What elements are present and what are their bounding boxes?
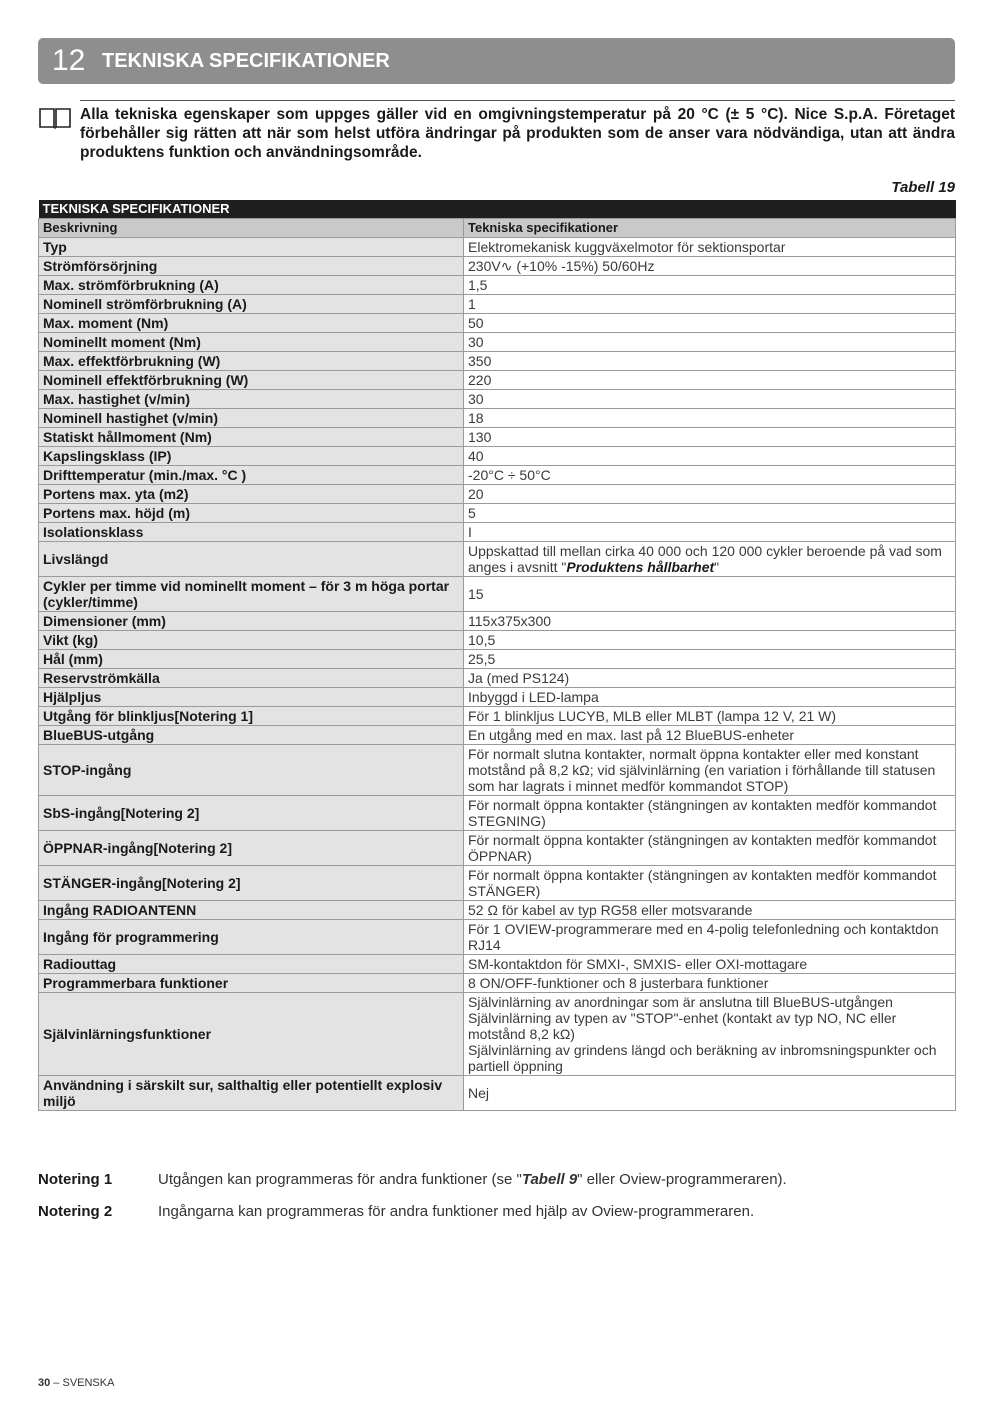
section-reference: Produktens hållbarhet <box>566 559 715 575</box>
spec-description: Max. hastighet (v/min) <box>39 390 464 409</box>
spec-description: Hjälpljus <box>39 688 464 707</box>
table-row <box>39 1076 956 1111</box>
spec-description: Typ <box>39 238 464 257</box>
spec-value: Uppskattad till mellan cirka 40 000 och 120 000 cykler beroende på vad som anges i avsnitt "Produktens hållbarhet" <box>464 542 956 577</box>
spec-description: Kapslingsklass (IP) <box>39 447 464 466</box>
notes <box>38 1170 955 1234</box>
table-row <box>39 276 956 295</box>
spec-description: Cykler per timme vid nominellt moment – för 3 m höga portar (cykler/timme) <box>39 577 464 612</box>
spec-value: Nej <box>464 1076 956 1111</box>
table-caption: Tabell 19 <box>891 179 955 196</box>
spec-description: Dimensioner (mm) <box>39 612 464 631</box>
spec-value: För 1 OVIEW-programmerare med en 4-polig telefonledning och kontaktdon RJ14 <box>464 920 956 955</box>
spec-value: 52 Ω för kabel av typ RG58 eller motsvarande <box>464 901 956 920</box>
spec-value: 5 <box>464 504 956 523</box>
table-row <box>39 447 956 466</box>
spec-value: För normalt öppna kontakter (stängningen av kontakten medför kommandot ÖPPNAR) <box>464 831 956 866</box>
spec-description: STÄNGER-ingång[Notering 2] <box>39 866 464 901</box>
table-row <box>39 707 956 726</box>
spec-description: Statiskt hållmoment (Nm) <box>39 428 464 447</box>
table-row <box>39 920 956 955</box>
spec-value: En utgång med en max. last på 12 BlueBUS-enheter <box>464 726 956 745</box>
spec-description: Utgång för blinkljus[Notering 1] <box>39 707 464 726</box>
spec-description: Hål (mm) <box>39 650 464 669</box>
table-row <box>39 333 956 352</box>
table-row <box>39 504 956 523</box>
table-row <box>39 352 956 371</box>
spec-value: För normalt slutna kontakter, normalt öppna kontakter eller med konstant motstånd på 8,2 kΩ; vid självinlärning (en variation i förhållande till statusen som har lagrats i minnet medför kommandot STOP) <box>464 745 956 796</box>
table-row <box>39 466 956 485</box>
spec-description: SbS-ingång[Notering 2] <box>39 796 464 831</box>
spec-value: SM-kontaktdon för SMXI-, SMXIS- eller OXI-mottagare <box>464 955 956 974</box>
table-row <box>39 650 956 669</box>
footer-language: – SVENSKA <box>50 1377 115 1389</box>
book-icon <box>38 106 72 130</box>
intro-notice <box>38 100 955 162</box>
section-header <box>38 38 955 84</box>
spec-description: Reservströmkälla <box>39 669 464 688</box>
spec-value: Självinlärning av anordningar som är anslutna till BlueBUS-utgången Självinlärning av typen av "STOP"-enhet (kontakt av typ NO, NC eller motstånd 8,2 kΩ) Självinlärning av grindens längd och beräkning av inbromsningspunkter och partiell öppning <box>464 993 956 1076</box>
note-1 <box>38 1170 955 1190</box>
spec-description: Max. strömförbrukning (A) <box>39 276 464 295</box>
table-row <box>39 669 956 688</box>
table-row <box>39 314 956 333</box>
spec-table <box>38 200 956 1111</box>
table-row <box>39 726 956 745</box>
spec-description: Portens max. yta (m2) <box>39 485 464 504</box>
spec-value: För normalt öppna kontakter (stängningen av kontakten medför kommandot STEGNING) <box>464 796 956 831</box>
spec-description: Självinlärningsfunktioner <box>39 993 464 1076</box>
spec-value: 8 ON/OFF-funktioner och 8 justerbara funktioner <box>464 974 956 993</box>
spec-value: 115x375x300 <box>464 612 956 631</box>
spec-value: -20°C ÷ 50°C <box>464 466 956 485</box>
spec-value: 10,5 <box>464 631 956 650</box>
spec-description: Nominell strömförbrukning (A) <box>39 295 464 314</box>
spec-value: Ja (med PS124) <box>464 669 956 688</box>
table-row <box>39 409 956 428</box>
section-title: TEKNISKA SPECIFIKATIONER <box>102 49 390 72</box>
spec-value: 20 <box>464 485 956 504</box>
intro-divider <box>80 100 955 101</box>
note-reference: Tabell 9 <box>521 1171 578 1188</box>
note-text: Ingångarna kan programmeras för andra funktioner med hjälp av Oview-programmeraren. <box>158 1203 755 1220</box>
spec-description: Användning i särskilt sur, salthaltig eller potentiellt explosiv miljö <box>39 1076 464 1111</box>
table-row <box>39 866 956 901</box>
table-row <box>39 993 956 1076</box>
table-row <box>39 955 956 974</box>
spec-description: STOP-ingång <box>39 745 464 796</box>
note-label: Notering 2 <box>38 1203 113 1220</box>
spec-description: Ingång för programmering <box>39 920 464 955</box>
column-header-description: Beskrivning <box>39 219 464 238</box>
spec-description: Nominell effektförbrukning (W) <box>39 371 464 390</box>
table-row <box>39 974 956 993</box>
table-row <box>39 390 956 409</box>
intro-text: Alla tekniska egenskaper som uppges gäller vid en omgivningstemperatur på 20 °C (± 5 °C). Nice S.p.A. Företaget förbehåller sig rätten att när som helst utföra ändringar på produkten som de anser vara nödvändiga, utan att ändra produktens funktion och användningsområde. <box>80 106 955 161</box>
spec-value: 15 <box>464 577 956 612</box>
spec-description: Ingång RADIOANTENN <box>39 901 464 920</box>
spec-value: 1 <box>464 295 956 314</box>
table-title-row <box>39 200 956 219</box>
spec-description: Livslängd <box>39 542 464 577</box>
table-row <box>39 631 956 650</box>
table-row <box>39 901 956 920</box>
spec-value: 230V∿ (+10% -15%) 50/60Hz <box>464 257 956 276</box>
spec-value: 50 <box>464 314 956 333</box>
spec-value: Inbyggd i LED-lampa <box>464 688 956 707</box>
table-row <box>39 688 956 707</box>
table-row <box>39 542 956 577</box>
page-footer <box>38 1377 114 1389</box>
spec-description: ÖPPNAR-ingång[Notering 2] <box>39 831 464 866</box>
table-row <box>39 428 956 447</box>
spec-value: 30 <box>464 333 956 352</box>
spec-value: 40 <box>464 447 956 466</box>
spec-value: 350 <box>464 352 956 371</box>
table-row <box>39 831 956 866</box>
column-header-specification: Tekniska specifikationer <box>464 219 956 238</box>
table-title: TEKNISKA SPECIFIKATIONER <box>39 200 956 219</box>
spec-description: Drifttemperatur (min./max. °C ) <box>39 466 464 485</box>
spec-value: Elektromekanisk kuggväxelmotor för sektionsportar <box>464 238 956 257</box>
table-row <box>39 238 956 257</box>
spec-value: 130 <box>464 428 956 447</box>
table-row <box>39 295 956 314</box>
spec-value: I <box>464 523 956 542</box>
table-row <box>39 523 956 542</box>
spec-description: Programmerbara funktioner <box>39 974 464 993</box>
spec-description: Max. effektförbrukning (W) <box>39 352 464 371</box>
spec-description: Max. moment (Nm) <box>39 314 464 333</box>
spec-description: Vikt (kg) <box>39 631 464 650</box>
spec-description: Nominell hastighet (v/min) <box>39 409 464 428</box>
spec-value: För 1 blinkljus LUCYB, MLB eller MLBT (lampa 12 V, 21 W) <box>464 707 956 726</box>
section-number: 12 <box>52 44 86 77</box>
spec-description: Portens max. höjd (m) <box>39 504 464 523</box>
spec-value: 30 <box>464 390 956 409</box>
spec-description: Nominellt moment (Nm) <box>39 333 464 352</box>
note-text: Utgången kan programmeras för andra funktioner (se "Tabell 9" eller Oview-programmeraren). <box>158 1171 787 1188</box>
table-row <box>39 257 956 276</box>
table-row <box>39 796 956 831</box>
note-2 <box>38 1202 955 1222</box>
spec-description: Radiouttag <box>39 955 464 974</box>
spec-description: Isolationsklass <box>39 523 464 542</box>
table-header-row <box>39 219 956 238</box>
spec-value: 25,5 <box>464 650 956 669</box>
spec-description: Strömförsörjning <box>39 257 464 276</box>
table-row <box>39 371 956 390</box>
table-row <box>39 577 956 612</box>
spec-description: BlueBUS-utgång <box>39 726 464 745</box>
spec-value: För normalt öppna kontakter (stängningen av kontakten medför kommandot STÄNGER) <box>464 866 956 901</box>
table-row <box>39 485 956 504</box>
note-label: Notering 1 <box>38 1171 113 1188</box>
table-row <box>39 612 956 631</box>
spec-value: 18 <box>464 409 956 428</box>
spec-value: 1,5 <box>464 276 956 295</box>
spec-value: 220 <box>464 371 956 390</box>
table-row <box>39 745 956 796</box>
page-number: 30 <box>38 1377 51 1389</box>
